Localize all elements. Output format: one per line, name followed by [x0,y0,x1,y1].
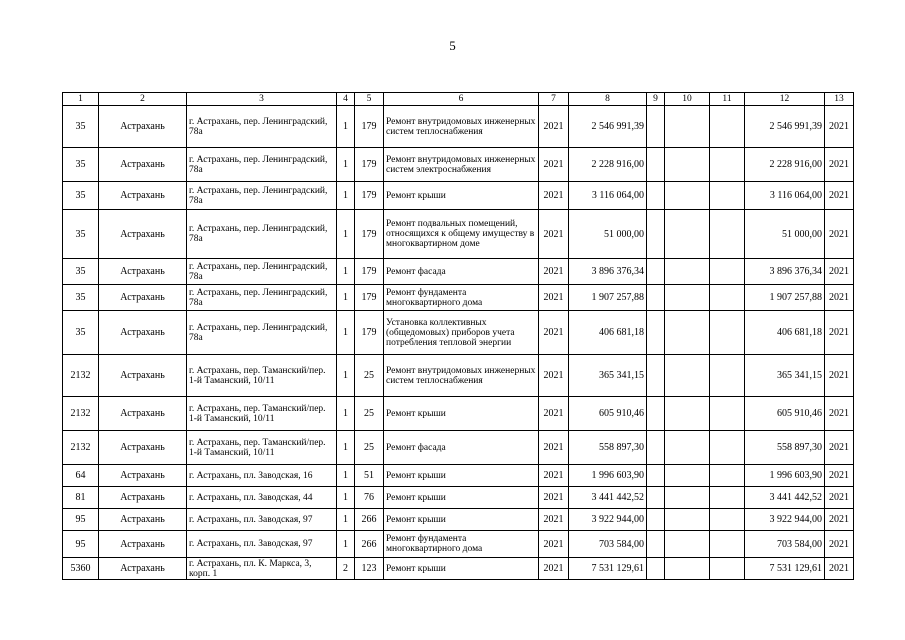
row-number-cell: 81 [63,487,99,509]
municipality-cell: Астрахань [99,210,187,259]
col-11-cell [710,355,745,397]
end-year-cell: 2021 [825,397,854,431]
col-11-cell [710,431,745,465]
address-cell: г. Астрахань, пл. Заводская, 97 [187,509,337,531]
col-4-cell: 1 [337,487,355,509]
amount-cell: 7 531 129,61 [569,558,647,580]
col-5-cell: 266 [355,509,384,531]
amount-cell: 2 546 991,39 [569,106,647,148]
col-5-cell: 76 [355,487,384,509]
col-9-cell [647,355,665,397]
amount-cell: 703 584,00 [569,531,647,558]
col-10-cell [665,509,710,531]
col-11-cell [710,259,745,285]
work-type-cell: Ремонт фасада [384,259,539,285]
end-year-cell: 2021 [825,148,854,182]
total-amount-cell: 365 341,15 [745,355,825,397]
amount-cell: 51 000,00 [569,210,647,259]
col-10-cell [665,431,710,465]
column-header: 12 [745,93,825,106]
address-cell: г. Астрахань, пер. Таманский/пер. 1-й Таманский, 10/11 [187,355,337,397]
col-11-cell [710,106,745,148]
year-cell: 2021 [539,465,569,487]
col-11-cell [710,148,745,182]
year-cell: 2021 [539,531,569,558]
col-9-cell [647,487,665,509]
address-cell: г. Астрахань, пер. Ленинградский, 78а [187,106,337,148]
table-body [63,93,854,580]
col-11-cell [710,531,745,558]
year-cell: 2021 [539,558,569,580]
municipality-cell: Астрахань [99,182,187,210]
total-amount-cell: 3 896 376,34 [745,259,825,285]
column-header: 3 [187,93,337,106]
column-header: 5 [355,93,384,106]
amount-cell: 365 341,15 [569,355,647,397]
col-4-cell: 1 [337,465,355,487]
column-header: 13 [825,93,854,106]
table-row [63,509,854,531]
col-10-cell [665,106,710,148]
page-number: 5 [449,38,456,53]
col-9-cell [647,210,665,259]
work-type-cell: Ремонт фасада [384,431,539,465]
municipality-cell: Астрахань [99,148,187,182]
column-header: 4 [337,93,355,106]
column-header: 1 [63,93,99,106]
total-amount-cell: 605 910,46 [745,397,825,431]
col-10-cell [665,558,710,580]
municipality-cell: Астрахань [99,509,187,531]
municipality-cell: Астрахань [99,397,187,431]
end-year-cell: 2021 [825,531,854,558]
table-row [63,487,854,509]
col-10-cell [665,397,710,431]
col-10-cell [665,487,710,509]
row-number-cell: 35 [63,311,99,355]
col-10-cell [665,311,710,355]
municipality-cell: Астрахань [99,558,187,580]
end-year-cell: 2021 [825,558,854,580]
col-4-cell: 1 [337,285,355,311]
work-type-cell: Ремонт крыши [384,558,539,580]
col-4-cell: 1 [337,259,355,285]
address-cell: г. Астрахань, пл. К. Маркса, 3, корп. 1 [187,558,337,580]
col-9-cell [647,531,665,558]
municipality-cell: Астрахань [99,465,187,487]
work-type-cell: Установка коллективных (общедомовых) приборов учета потребления тепловой энергии [384,311,539,355]
year-cell: 2021 [539,487,569,509]
table-header-row [63,93,854,106]
col-4-cell: 1 [337,182,355,210]
col-5-cell: 25 [355,431,384,465]
row-number-cell: 2132 [63,431,99,465]
col-5-cell: 25 [355,355,384,397]
col-11-cell [710,285,745,311]
col-5-cell: 179 [355,259,384,285]
col-4-cell: 1 [337,148,355,182]
total-amount-cell: 2 228 916,00 [745,148,825,182]
table-row [63,148,854,182]
col-11-cell [710,182,745,210]
row-number-cell: 35 [63,148,99,182]
col-9-cell [647,106,665,148]
amount-cell: 1 996 603,90 [569,465,647,487]
column-header: 8 [569,93,647,106]
municipality-cell: Астрахань [99,355,187,397]
col-9-cell [647,259,665,285]
amount-cell: 3 116 064,00 [569,182,647,210]
end-year-cell: 2021 [825,106,854,148]
total-amount-cell: 558 897,30 [745,431,825,465]
col-5-cell: 25 [355,397,384,431]
col-11-cell [710,210,745,259]
amount-cell: 558 897,30 [569,431,647,465]
total-amount-cell: 703 584,00 [745,531,825,558]
col-9-cell [647,397,665,431]
address-cell: г. Астрахань, пер. Ленинградский, 78а [187,311,337,355]
row-number-cell: 35 [63,285,99,311]
col-4-cell: 1 [337,431,355,465]
total-amount-cell: 3 922 944,00 [745,509,825,531]
amount-cell: 3 896 376,34 [569,259,647,285]
table-row [63,259,854,285]
year-cell: 2021 [539,355,569,397]
address-cell: г. Астрахань, пер. Ленинградский, 78а [187,285,337,311]
row-number-cell: 35 [63,182,99,210]
total-amount-cell: 1 907 257,88 [745,285,825,311]
total-amount-cell: 2 546 991,39 [745,106,825,148]
work-type-cell: Ремонт внутридомовых инженерных систем теплоснабжения [384,106,539,148]
end-year-cell: 2021 [825,210,854,259]
year-cell: 2021 [539,259,569,285]
end-year-cell: 2021 [825,509,854,531]
col-5-cell: 266 [355,531,384,558]
municipality-cell: Астрахань [99,431,187,465]
col-5-cell: 179 [355,311,384,355]
table-row [63,106,854,148]
col-5-cell: 51 [355,465,384,487]
total-amount-cell: 406 681,18 [745,311,825,355]
table-row [63,465,854,487]
work-type-cell: Ремонт крыши [384,397,539,431]
table-row [63,431,854,465]
column-header: 7 [539,93,569,106]
table-row [63,311,854,355]
col-10-cell [665,285,710,311]
col-4-cell: 1 [337,509,355,531]
table-row [63,397,854,431]
year-cell: 2021 [539,148,569,182]
row-number-cell: 64 [63,465,99,487]
col-4-cell: 1 [337,355,355,397]
end-year-cell: 2021 [825,182,854,210]
end-year-cell: 2021 [825,431,854,465]
total-amount-cell: 1 996 603,90 [745,465,825,487]
address-cell: г. Астрахань, пер. Таманский/пер. 1-й Таманский, 10/11 [187,397,337,431]
year-cell: 2021 [539,210,569,259]
column-header: 2 [99,93,187,106]
col-5-cell: 179 [355,182,384,210]
address-cell: г. Астрахань, пер. Таманский/пер. 1-й Таманский, 10/11 [187,431,337,465]
col-4-cell: 1 [337,531,355,558]
col-4-cell: 1 [337,397,355,431]
row-number-cell: 2132 [63,397,99,431]
column-header: 10 [665,93,710,106]
work-type-cell: Ремонт фундамента многоквартирного дома [384,285,539,311]
row-number-cell: 5360 [63,558,99,580]
total-amount-cell: 3 441 442,52 [745,487,825,509]
col-4-cell: 1 [337,311,355,355]
address-cell: г. Астрахань, пер. Ленинградский, 78а [187,210,337,259]
col-9-cell [647,431,665,465]
row-number-cell: 95 [63,531,99,558]
col-5-cell: 179 [355,106,384,148]
work-type-cell: Ремонт фундамента многоквартирного дома [384,531,539,558]
col-9-cell [647,182,665,210]
year-cell: 2021 [539,182,569,210]
row-number-cell: 2132 [63,355,99,397]
column-header: 9 [647,93,665,106]
work-type-cell: Ремонт подвальных помещений, относящихся к общему имуществу в многоквартирном доме [384,210,539,259]
col-10-cell [665,355,710,397]
address-cell: г. Астрахань, пл. Заводская, 97 [187,531,337,558]
col-9-cell [647,509,665,531]
work-type-cell: Ремонт крыши [384,509,539,531]
table-row [63,182,854,210]
address-cell: г. Астрахань, пл. Заводская, 16 [187,465,337,487]
col-5-cell: 179 [355,285,384,311]
year-cell: 2021 [539,285,569,311]
municipality-cell: Астрахань [99,259,187,285]
work-type-cell: Ремонт крыши [384,487,539,509]
col-9-cell [647,465,665,487]
address-cell: г. Астрахань, пер. Ленинградский, 78а [187,182,337,210]
repair-program-table [62,92,854,580]
municipality-cell: Астрахань [99,285,187,311]
amount-cell: 2 228 916,00 [569,148,647,182]
row-number-cell: 95 [63,509,99,531]
col-11-cell [710,558,745,580]
address-cell: г. Астрахань, пер. Ленинградский, 78а [187,148,337,182]
year-cell: 2021 [539,431,569,465]
col-10-cell [665,465,710,487]
col-5-cell: 123 [355,558,384,580]
col-9-cell [647,285,665,311]
year-cell: 2021 [539,106,569,148]
row-number-cell: 35 [63,210,99,259]
col-10-cell [665,210,710,259]
end-year-cell: 2021 [825,311,854,355]
col-4-cell: 1 [337,106,355,148]
work-type-cell: Ремонт внутридомовых инженерных систем теплоснабжения [384,355,539,397]
table-row [63,355,854,397]
address-cell: г. Астрахань, пл. Заводская, 44 [187,487,337,509]
table-row [63,558,854,580]
col-9-cell [647,558,665,580]
table-row [63,210,854,259]
col-11-cell [710,487,745,509]
total-amount-cell: 3 116 064,00 [745,182,825,210]
year-cell: 2021 [539,397,569,431]
row-number-cell: 35 [63,259,99,285]
work-type-cell: Ремонт внутридомовых инженерных систем электроснабжения [384,148,539,182]
col-11-cell [710,397,745,431]
end-year-cell: 2021 [825,355,854,397]
column-header: 6 [384,93,539,106]
row-number-cell: 35 [63,106,99,148]
end-year-cell: 2021 [825,487,854,509]
col-4-cell: 2 [337,558,355,580]
table-row [63,531,854,558]
col-5-cell: 179 [355,148,384,182]
amount-cell: 406 681,18 [569,311,647,355]
municipality-cell: Астрахань [99,531,187,558]
end-year-cell: 2021 [825,465,854,487]
col-11-cell [710,465,745,487]
amount-cell: 3 441 442,52 [569,487,647,509]
col-5-cell: 179 [355,210,384,259]
end-year-cell: 2021 [825,259,854,285]
amount-cell: 1 907 257,88 [569,285,647,311]
municipality-cell: Астрахань [99,106,187,148]
amount-cell: 3 922 944,00 [569,509,647,531]
year-cell: 2021 [539,509,569,531]
end-year-cell: 2021 [825,285,854,311]
address-cell: г. Астрахань, пер. Ленинградский, 78а [187,259,337,285]
total-amount-cell: 7 531 129,61 [745,558,825,580]
col-11-cell [710,509,745,531]
col-9-cell [647,311,665,355]
work-type-cell: Ремонт крыши [384,465,539,487]
table-row [63,285,854,311]
col-4-cell: 1 [337,210,355,259]
year-cell: 2021 [539,311,569,355]
col-10-cell [665,182,710,210]
col-10-cell [665,531,710,558]
column-header: 11 [710,93,745,106]
work-type-cell: Ремонт крыши [384,182,539,210]
total-amount-cell: 51 000,00 [745,210,825,259]
municipality-cell: Астрахань [99,311,187,355]
col-9-cell [647,148,665,182]
amount-cell: 605 910,46 [569,397,647,431]
municipality-cell: Астрахань [99,487,187,509]
col-10-cell [665,259,710,285]
col-10-cell [665,148,710,182]
col-11-cell [710,311,745,355]
